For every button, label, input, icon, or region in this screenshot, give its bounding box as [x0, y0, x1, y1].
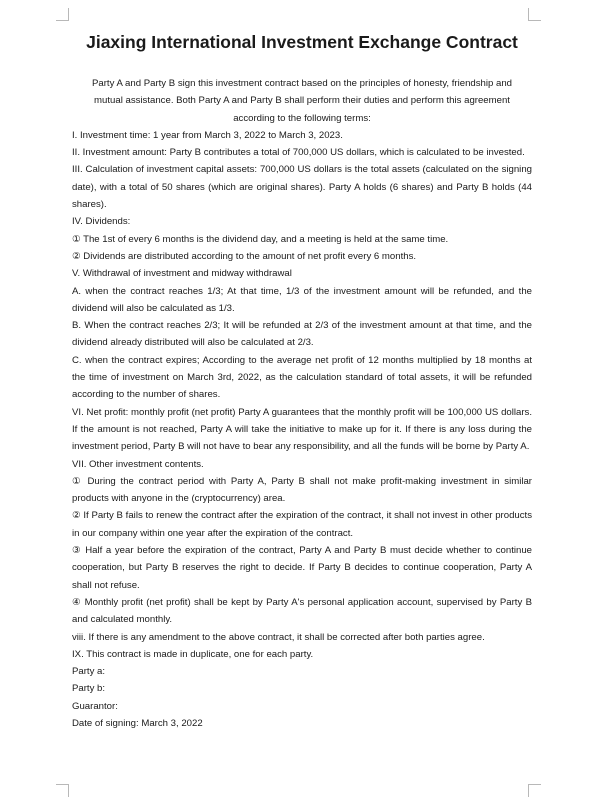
page-corner-mark-bottom-right [528, 784, 541, 797]
signing-date: Date of signing: March 3, 2022 [72, 717, 203, 729]
clause-dividends-item: ① The 1st of every 6 months is the dividend day, and a meeting is held at the same time. [72, 233, 449, 245]
clause-dividends-item: ② Dividends are distributed according to the amount of net profit every 6 months. [72, 250, 417, 262]
clause-duplicate: IX. This contract is made in duplicate, one for each party. [72, 648, 314, 660]
signature-party-b: Party b: [72, 683, 106, 695]
clause-withdrawal-item: B. When the contract reaches 2/3; It will be refunded at 2/3 of the investment amount at that time, and the dividend already distributed will also be calculated at 2/3. [72, 320, 532, 349]
signature-party-a: Party a: [72, 666, 106, 678]
clause-withdrawal-heading: V. Withdrawal of investment and midway withdrawal [72, 268, 292, 280]
page-corner-mark-top-right [528, 8, 541, 21]
intro-line: according to the following terms: [233, 112, 371, 124]
clause-withdrawal-item: A. when the contract reaches 1/3; At that time, 1/3 of the investment amount will be refunded, and the dividend will also be calculated as 1/3. [72, 285, 532, 314]
intro-block [72, 75, 532, 127]
clause-capital-assets: III. Calculation of investment capital assets: 700,000 US dollars is the total assets (calculated on the signing date), with a total of 50 shares (which are original shares). Party A holds (6 shares) and Party B holds (44 shares). [72, 164, 532, 211]
contract-body [72, 127, 532, 732]
clause-other-item: ② If Party B fails to renew the contract after the expiration of the contract, it shall not invest in other products in our company within one year after the expiration of the contract. [72, 510, 532, 539]
clause-amendment: viii. If there is any amendment to the above contract, it shall be corrected after both parties agree. [72, 631, 485, 643]
clause-other-item: ③ Half a year before the expiration of the contract, Party A and Party B must decide whether to continue cooperation, but Party B reserves the right to decide. If Party B decides to continue cooperation, Party A shall not refuse. [72, 545, 532, 591]
intro-line: mutual assistance. Both Party A and Party B shall perform their duties and perform this agreement [94, 95, 510, 107]
clause-investment-amount: II. Investment amount: Party B contributes a total of 700,000 US dollars, which is calculated to be invested. [72, 147, 525, 159]
intro-line: Party A and Party B sign this investment contract based on the principles of honesty, friendship and [91, 78, 513, 89]
document-title: Jiaxing International Investment Exchange Contract [86, 32, 518, 52]
clause-other-heading: VII. Other investment contents. [72, 458, 204, 470]
clause-withdrawal-item: C. when the contract expires; According to the average net profit of 12 months multiplied by 18 months at the time of investment on March 3rd, 2022, as the calculation standard of total assets, it will be refunded according to the number of shares. [72, 354, 532, 401]
page-corner-mark-top-left [56, 8, 69, 21]
clause-net-profit: VI. Net profit: monthly profit (net profit) Party A guarantees that the monthly profit will be 100,000 US dollars. If the amount is not reached, Party A will take the initiative to make up for it. If there is any loss during the investment period, Party B will not have to bear any responsibility, and all the funds will be borne by Party A. [72, 406, 532, 453]
signature-guarantor: Guarantor: [72, 700, 118, 712]
clause-other-item: ④ Monthly profit (net profit) shall be kept by Party A's personal application account, supervised by Party B and calculated monthly. [72, 596, 532, 626]
clause-other-item: ① During the contract period with Party A, Party B shall not make profit-making investment in similar products with anyone in the (cryptocurrency) area. [72, 475, 532, 505]
document-page [72, 30, 532, 732]
page-corner-mark-bottom-left [56, 784, 69, 797]
clause-dividends-heading: IV. Dividends: [72, 216, 131, 228]
clause-investment-time: I. Investment time: 1 year from March 3, 2022 to March 3, 2023. [72, 129, 343, 141]
